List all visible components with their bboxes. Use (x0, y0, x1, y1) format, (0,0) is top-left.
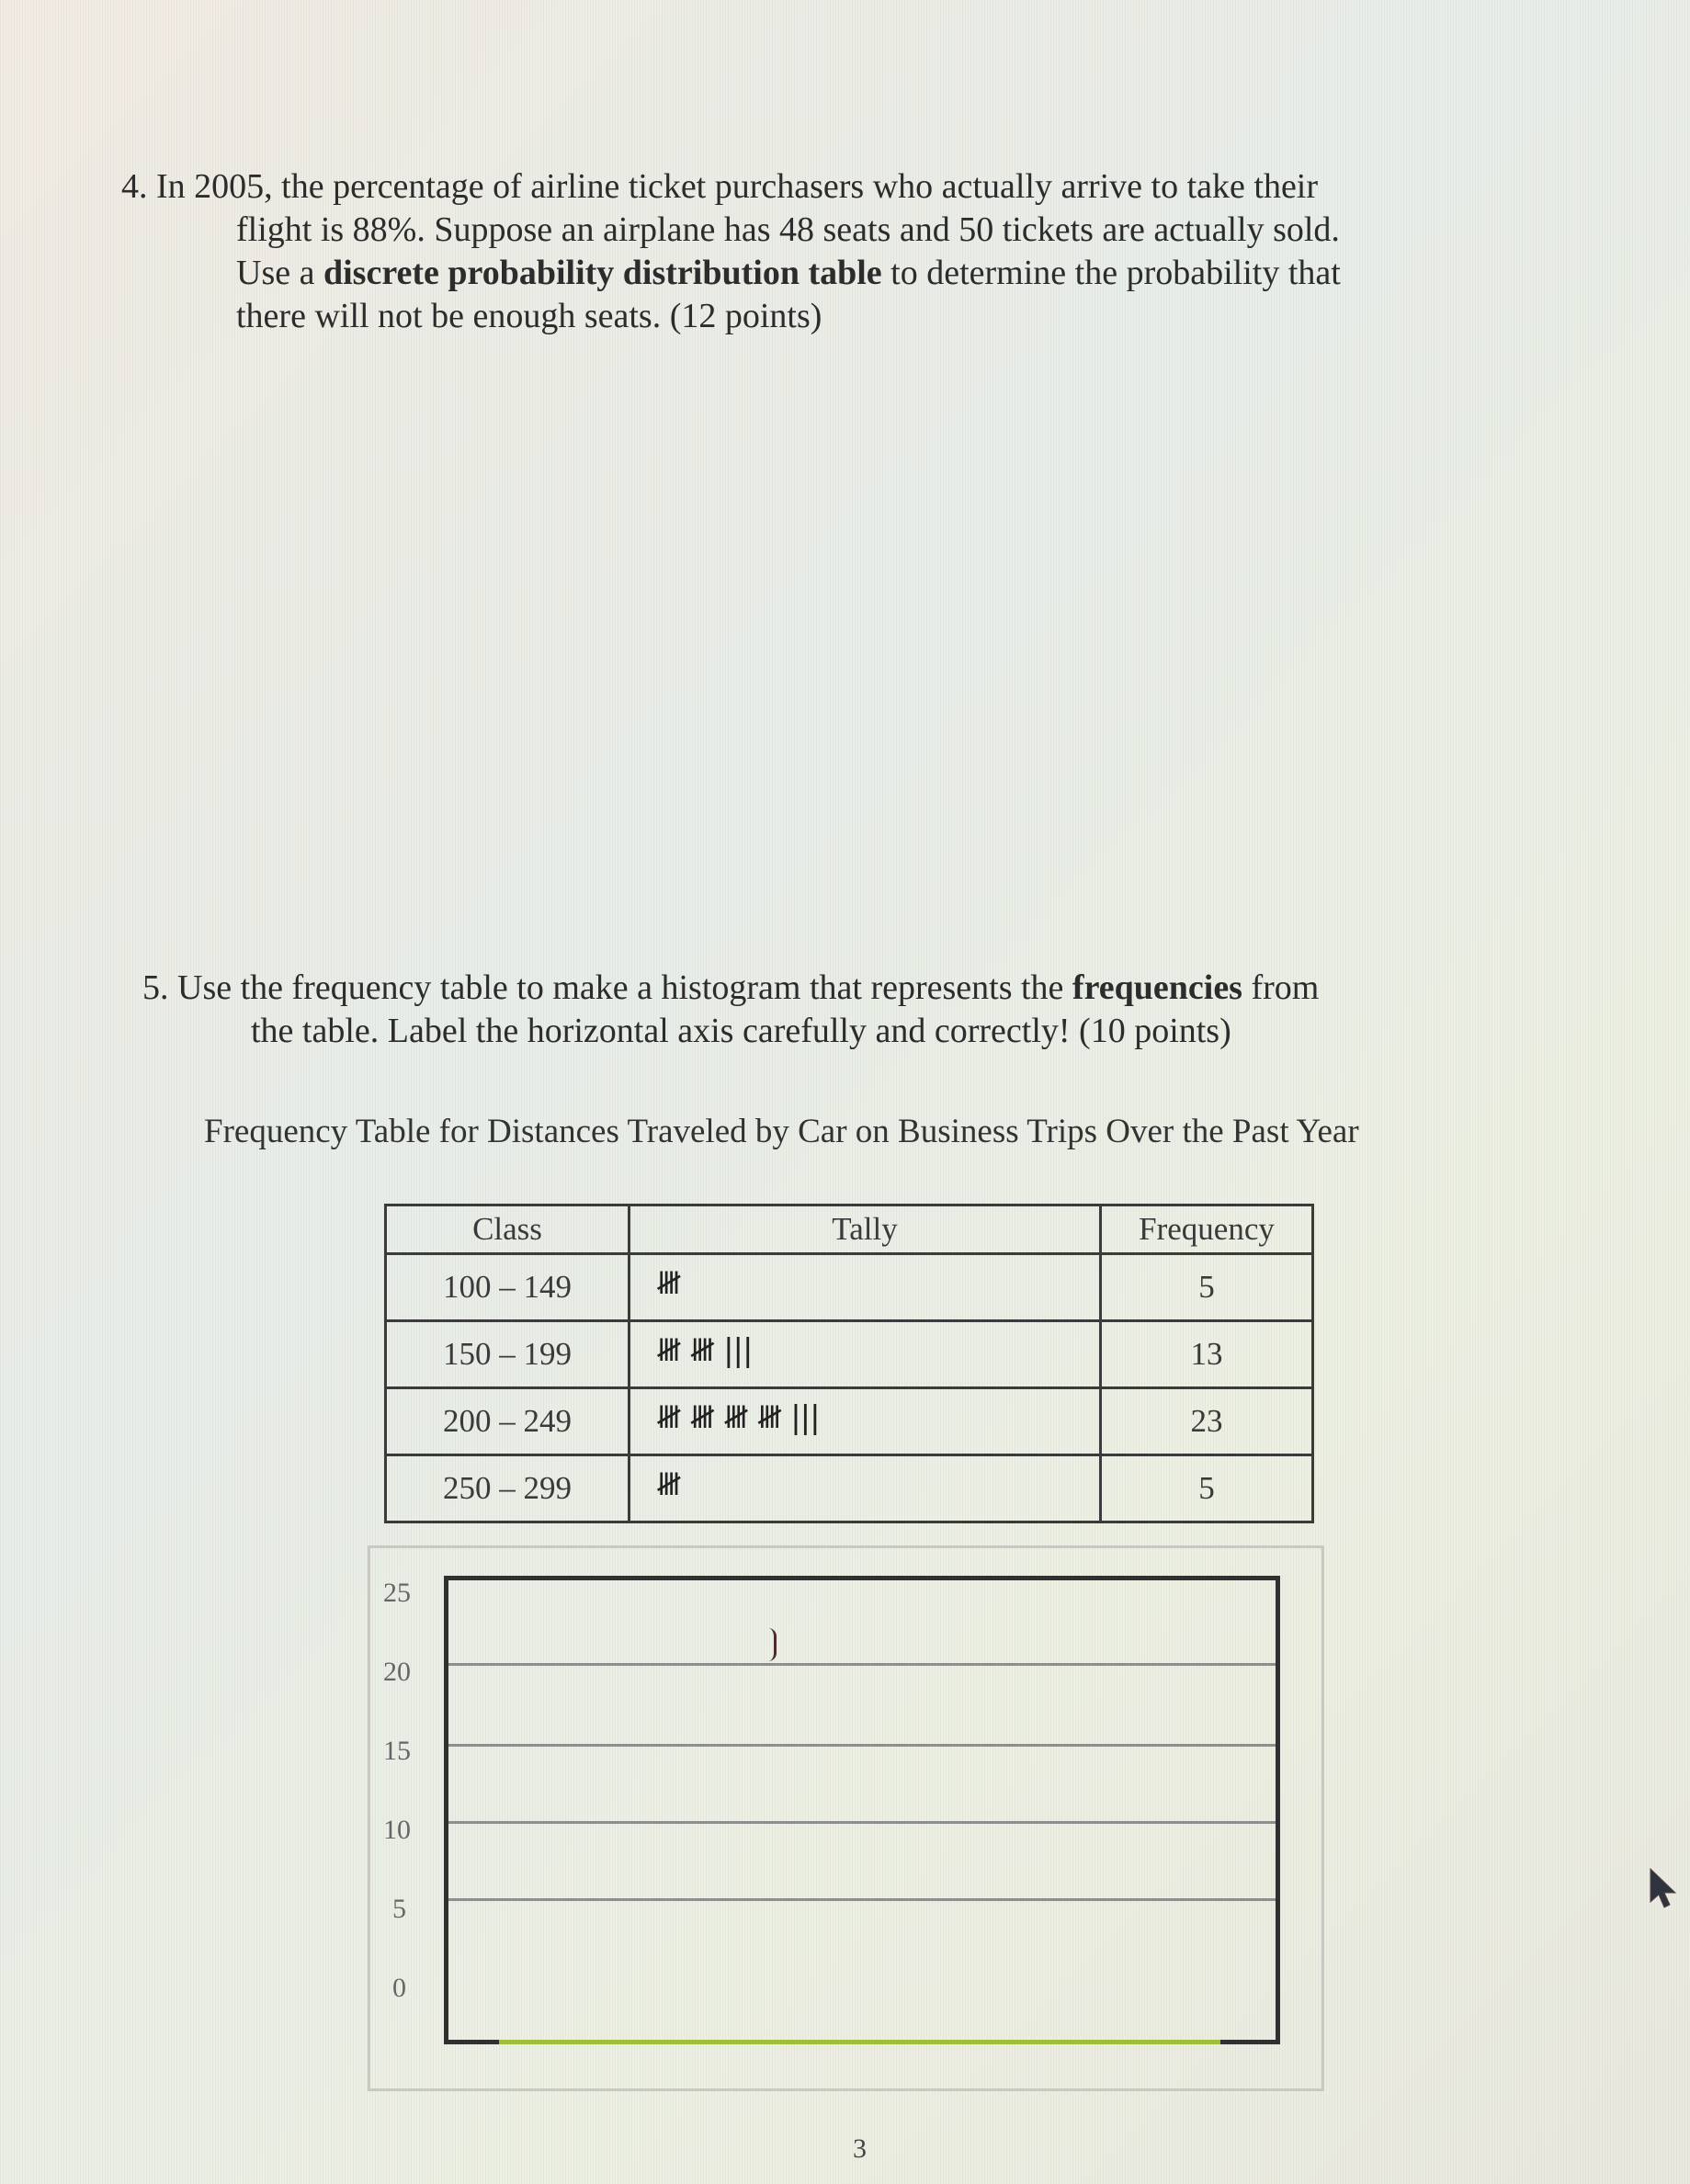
question-4 (121, 165, 1518, 338)
gridline-5 (448, 1898, 1276, 1901)
emphasis-frequencies: frequencies (1072, 968, 1242, 1007)
question-5-line-2: the table. Label the horizontal axis carefully and correctly! (10 points) (251, 1012, 1231, 1050)
frequency-table-title: Frequency Table for Distances Traveled by Car on Business Trips Over the Past Year (204, 1113, 1359, 1150)
table-row (386, 1254, 1313, 1321)
emphasis-discrete-probability: discrete probability distribution table (323, 254, 882, 292)
tally-cell: 𝍸 𝍸 𝍸 𝍸 ||| (629, 1388, 1101, 1455)
table-header-row (386, 1205, 1313, 1254)
table-row (386, 1321, 1313, 1388)
table-row (386, 1388, 1313, 1455)
class-cell: 250 – 299 (386, 1455, 629, 1522)
tally-cell: 𝍸 (629, 1455, 1101, 1522)
header-tally: Tally (629, 1205, 1101, 1254)
gridline-20 (448, 1663, 1276, 1666)
table-row (386, 1455, 1313, 1522)
x-axis-baseline (499, 2040, 1220, 2044)
y-tick-25: 25 (383, 1578, 411, 1608)
question-4-line-3: Use a discrete probability distribution table to determine the probability that (236, 254, 1341, 292)
tally-cell: 𝍸 (629, 1254, 1101, 1321)
y-tick-20: 20 (383, 1657, 411, 1687)
mouse-cursor-icon (1645, 1865, 1682, 1911)
y-tick-5: 5 (392, 1894, 406, 1924)
header-class: Class (386, 1205, 629, 1254)
gridline-15 (448, 1744, 1276, 1747)
histogram-chart-area (368, 1545, 1324, 2091)
gridline-10 (448, 1821, 1276, 1824)
y-tick-10: 10 (383, 1815, 411, 1845)
frequency-cell: 5 (1101, 1455, 1313, 1522)
tally-cell: 𝍸 𝍸 ||| (629, 1321, 1101, 1388)
class-cell: 150 – 199 (386, 1321, 629, 1388)
y-tick-15: 15 (383, 1736, 411, 1766)
question-4-line-1: 4. In 2005, the percentage of airline ticket purchasers who actually arrive to take their (121, 167, 1319, 206)
question-4-line-4: there will not be enough seats. (12 points) (236, 297, 822, 335)
question-4-line-2: flight is 88%. Suppose an airplane has 48 seats and 50 tickets are actually sold. (236, 210, 1340, 249)
pen-mark (768, 1628, 777, 1661)
question-5 (142, 967, 1521, 1053)
page-number: 3 (853, 2133, 867, 2164)
frequency-cell: 5 (1101, 1254, 1313, 1321)
frequency-cell: 13 (1101, 1321, 1313, 1388)
class-cell: 200 – 249 (386, 1388, 629, 1455)
header-frequency: Frequency (1101, 1205, 1313, 1254)
question-5-line-1: 5. Use the frequency table to make a histogram that represents the frequencies from (142, 968, 1320, 1007)
class-cell: 100 – 149 (386, 1254, 629, 1321)
frequency-cell: 23 (1101, 1388, 1313, 1455)
histogram-plot-area (444, 1576, 1280, 2044)
y-tick-0: 0 (392, 1973, 406, 2003)
frequency-table (384, 1204, 1314, 1523)
